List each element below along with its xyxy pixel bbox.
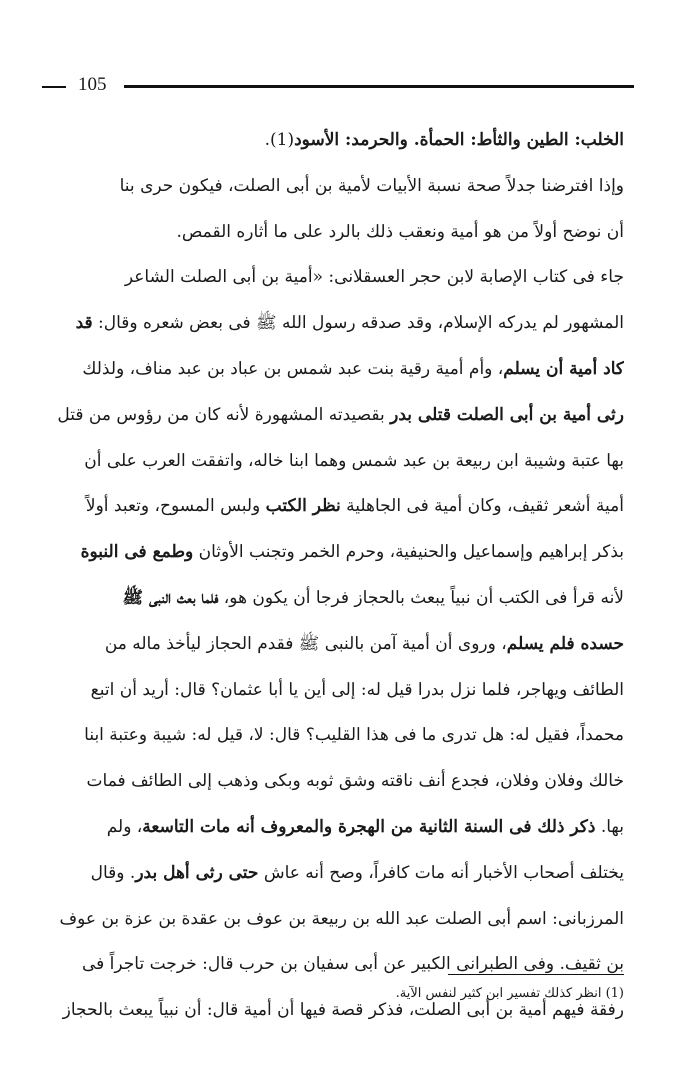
text-line: [46, 439, 624, 485]
text-segment: الطائف ويهاجر، فلما نزل بدرا قيل له: إلى أين يا أبا عثمان؟ قال: أريد أن اتبع: [90, 679, 624, 700]
text-segment: جاء فى كتاب الإصابة لابن حجر العسقلانى: «أمية بن أبى الصلت الشاعر: [124, 267, 624, 288]
text-segment: بن ثقيف. وفى الطبرانى الكبير عن أبى سفيان بن حرب قال: خرجت تاجراً فى: [81, 954, 624, 975]
bold-text: قد: [75, 313, 93, 334]
text-line: [46, 713, 624, 759]
text-segment: بذكر إبراهيم وإسماعيل والحنيفية، وحرم الخمر وتجنب الأوثان: [193, 542, 624, 563]
text-segment: المشهور لم يدركه الإسلام، وقد صدقه رسول الله ﷺ فى بعض شعره وقال:: [92, 313, 624, 334]
bold-text: حسده فلم يسلم: [506, 633, 624, 654]
text-segment: يختلف أصحاب الأخبار أنه مات كافراً، وصح أنه عاش: [258, 862, 624, 883]
text-segment: بها عتبة وشيبة ابن ربيعة بن عبد شمس وهما ابنا خاله، واتفقت العرب على أن: [84, 450, 624, 471]
bold-text: الخلب: الطين والثأط: الحمأة. والحرمد: الأسود: [294, 130, 624, 150]
text-segment: محمداً، فقيل له: هل تدرى ما فى هذا القليب؟ قال: لا، قيل له: شيبة وعتبة ابنا: [84, 725, 624, 746]
bold-text: نظر الكتب: [265, 496, 341, 517]
text-segment: ، وأم أمية رقية بنت عبد شمس بن عباد بن عبد مناف، ولذلك: [82, 358, 504, 379]
footnote-divider: [448, 974, 624, 975]
text-segment: بها.: [595, 816, 624, 837]
text-segment: بقصيدته المشهورة لأنه كان من رؤوس من قتل: [57, 404, 391, 425]
glossary-line: [46, 118, 624, 164]
text-line: [46, 210, 624, 256]
text-line: [46, 759, 624, 805]
page-number: 105: [78, 74, 107, 95]
text-segment: رفقة فيهم أمية بن أبى الصلت، فذكر قصة فيها أن أمية قال: أن نبياً يبعث بالحجاز: [62, 1000, 624, 1021]
header-rule-left: [42, 86, 66, 88]
text-segment: وإذا افترضنا جدلاً صحة نسبة الأبيات لأمية بن أبى الصلت، فيكون حرى بنا: [119, 175, 624, 196]
text-segment: أن نوضح أولاً من هو أمية ونعقب ذلك بالرد على ما أثاره القمص.: [176, 221, 624, 242]
bold-text: وطمع فى النبوة: [80, 542, 194, 563]
text-line: [46, 255, 624, 301]
text-line: [46, 530, 624, 576]
footnote: (1) انظر كذلك تفسير ابن كثير لنفس الآية.: [395, 986, 624, 1001]
page-header: [42, 72, 634, 98]
text-segment: . وقال: [90, 862, 136, 883]
bold-text: كاد أمية أن يسلم: [503, 358, 624, 379]
text-line: [46, 576, 624, 622]
text-line: [46, 484, 624, 530]
bold-text: رثى أمية بن أبى الصلت قتلى بدر: [390, 404, 624, 425]
text-line: [46, 347, 624, 393]
text-segment: .: [264, 130, 270, 150]
text-segment: المرزبانى: اسم أبى الصلت عبد الله بن ربيعة بن عوف بن عقدة بن عزة بن عوف: [59, 908, 624, 929]
text-segment: ، ولم: [106, 816, 143, 837]
bold-text: ذكر ذلك فى السنة الثانية من الهجرة والمعروف أنه مات التاسعة: [142, 816, 596, 837]
text-segment: أمية أشعر ثقيف، وكان أمية فى الجاهلية: [340, 496, 624, 517]
header-rule-right: [124, 85, 634, 88]
text-line: [46, 393, 624, 439]
text-segment: لأنه قرأ فى الكتب أن نبياً يبعث بالحجاز فرجا أن يكون هو،: [218, 587, 624, 608]
text-line: [46, 301, 624, 347]
text-line: [46, 668, 624, 714]
text-segment: ، وروى أن أمية آمن بالنبى ﷺ فقدم الحجاز ليأخذ ماله من: [104, 633, 507, 654]
text-segment: (1): [269, 130, 295, 150]
text-segment: ولبس المسوح، وتعبد أولاً: [85, 496, 266, 517]
body-text: [46, 118, 624, 1034]
text-line: [46, 622, 624, 668]
text-line: [46, 805, 624, 851]
text-segment: خالك وفلان وفلان، فجدع أنف ناقته وشق ثوبه وبكى وذهب إلى الطائف فمات: [86, 771, 624, 792]
text-line: [46, 164, 624, 210]
text-line: [46, 897, 624, 943]
bold-text: فلما بعث النبى ﷺ: [122, 587, 219, 608]
text-line: [46, 851, 624, 897]
bold-text: حتى رثى أهل بدر: [135, 862, 259, 883]
